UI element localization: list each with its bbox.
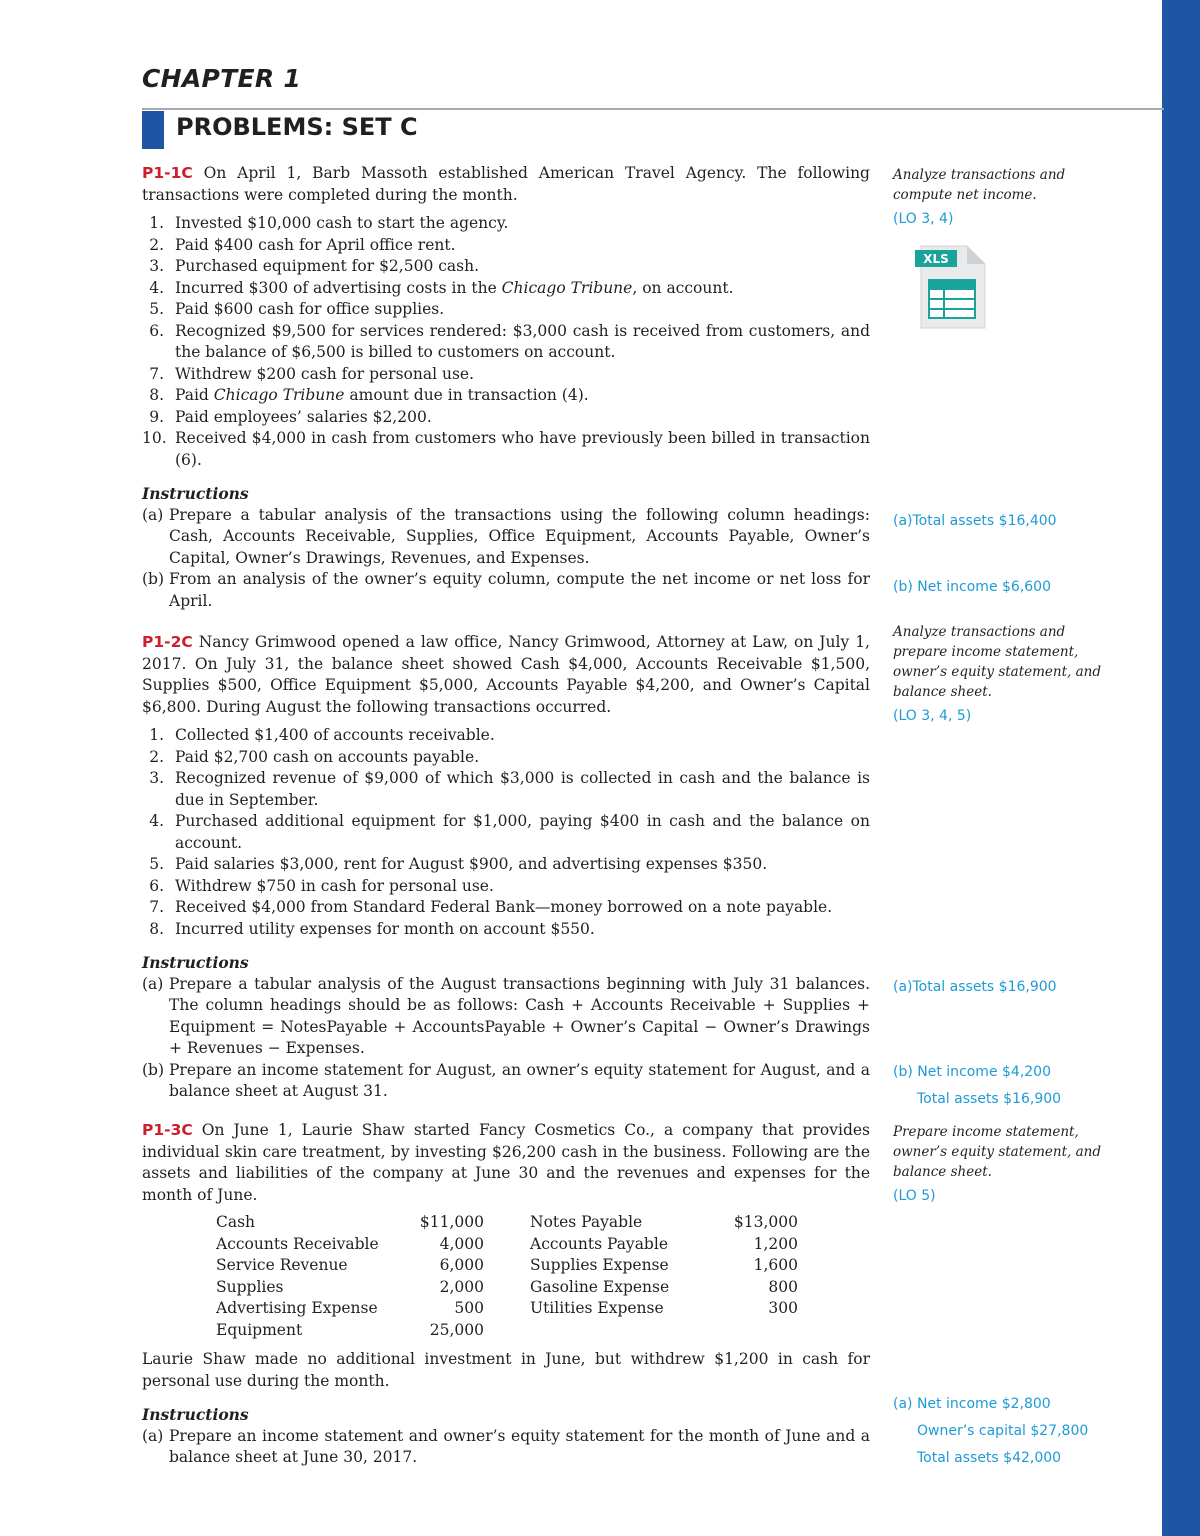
title-divider bbox=[142, 108, 1164, 110]
accounts-table bbox=[216, 1212, 798, 1341]
instructions-heading: Instructions bbox=[142, 484, 249, 503]
answer-p1-1c-a: (a)Total assets $16,400 bbox=[893, 513, 1057, 529]
instructions-list bbox=[142, 505, 870, 613]
list-item: 1. Invested $10,000 cash to start the agency. bbox=[149, 214, 509, 232]
list-item: 7. Withdrew $200 cash for personal use. bbox=[149, 364, 475, 383]
instructions-heading: Instructions bbox=[142, 953, 249, 972]
problem-intro-text: On April 1, Barb Massoth established American Travel Agency. The following transactions were completed during the month. bbox=[142, 164, 870, 204]
problem-intro-text: Nancy Grimwood opened a law office, Nancy Grimwood, Attorney at Law, on July 1, 2017. On July 31, the balance sheet showed Cash $4,000, Accounts Receivable $1,500, Supplies $500, Office Equipment $5,000, Accounts Payable $4,200, and Owner’s Capital $6,800. During August the following transactions occurred. bbox=[142, 633, 870, 716]
margin-description: Prepare income statement, owner’s equity statement, and balance sheet. bbox=[893, 1124, 1102, 1180]
answer-line: Owner’s capital $27,800 bbox=[917, 1423, 1089, 1439]
chapter-title: CHAPTER 1 bbox=[142, 64, 302, 93]
list-item: 1. Collected $1,400 of accounts receivable. bbox=[149, 726, 495, 744]
answer-line: Total assets $42,000 bbox=[917, 1450, 1062, 1466]
transaction-list bbox=[142, 725, 870, 940]
list-item: 2. Paid $400 cash for April office rent. bbox=[149, 235, 456, 254]
table-row: Equipment 25,000 bbox=[216, 1320, 484, 1339]
list-item: 6. Withdrew $750 in cash for personal use. bbox=[149, 876, 494, 895]
instruction-item: (a) Prepare a tabular analysis of the August transactions beginning with July 31 balances. The column headings should be as follows: Cash + Accounts Receivable + Supplies + Equipment = NotesPayable + AccountsPayable + Owner’s Capital − Owner’s Drawings + Revenues − Expenses. bbox=[142, 974, 870, 1057]
problem-id: P1-3C bbox=[142, 1121, 193, 1139]
list-item: 4. Purchased additional equipment for $1,000, paying $400 in cash and the balance on account. bbox=[149, 812, 870, 852]
answer-p1-3c-a bbox=[893, 1391, 1123, 1472]
margin-note-p1-3c bbox=[893, 1122, 1123, 1204]
page-edge-bar bbox=[1162, 0, 1200, 1536]
answer-line: (b) Net income $4,200 bbox=[893, 1064, 1051, 1080]
problem-intro bbox=[142, 1120, 870, 1206]
problem-intro-text: On June 1, Laurie Shaw started Fancy Cosmetics Co., a company that provides individual skin care treatment, by investing $26,200 cash in the business. Following are the assets and liabilities of the company at June 30 and the revenues and expenses for the month of June. bbox=[142, 1121, 870, 1204]
list-item: 8. Incurred utility expenses for month on account $550. bbox=[149, 919, 595, 938]
table-row: Accounts Receivable 4,000 Accounts Payable 1,200 bbox=[216, 1234, 798, 1253]
list-item: 4. Incurred $300 of advertising costs in the Chicago Tribune, on account. bbox=[149, 278, 734, 297]
table-row: Cash $11,000 Notes Payable $13,000 bbox=[216, 1213, 798, 1231]
list-item: 8. Paid Chicago Tribune amount due in transaction (4). bbox=[149, 386, 589, 404]
instructions-list bbox=[142, 974, 870, 1103]
section-marker bbox=[142, 111, 164, 149]
list-item: 10. Received $4,000 in cash from customers who have previously been billed in transaction (6). bbox=[142, 429, 870, 469]
margin-note-p1-2c bbox=[893, 622, 1123, 724]
xls-label: XLS bbox=[923, 252, 949, 266]
table-row: Service Revenue 6,000 Supplies Expense 1,600 bbox=[216, 1256, 798, 1274]
xls-spreadsheet-icon[interactable] bbox=[915, 244, 987, 330]
problem-p1-1c bbox=[142, 163, 870, 612]
instructions-list bbox=[142, 1426, 870, 1469]
problem-p1-2c bbox=[142, 632, 870, 1103]
list-item: 6. Recognized $9,500 for services rendered: $3,000 cash is received from customers, and the balance of $6,500 is billed to customers on account. bbox=[149, 321, 870, 361]
spreadsheet-grid bbox=[929, 280, 975, 318]
list-item: 3. Recognized revenue of $9,000 of which $3,000 is collected in cash and the balance is due in September. bbox=[149, 769, 870, 809]
newspaper-name: Chicago Tribune bbox=[501, 278, 633, 297]
learning-objective: (LO 5) bbox=[893, 1188, 936, 1204]
margin-description: Analyze transactions and prepare income statement, owner’s equity statement, and balance sheet. bbox=[893, 624, 1102, 700]
table-row: Advertising Expense 500 Utilities Expense 300 bbox=[216, 1299, 798, 1317]
learning-objective: (LO 3, 4) bbox=[893, 211, 954, 227]
instruction-item: (b) Prepare an income statement for August, an owner’s equity statement for August, and a balance sheet at August 31. bbox=[142, 1060, 870, 1100]
instruction-item: (b) From an analysis of the owner’s equity column, compute the net income or net loss for April. bbox=[142, 570, 870, 610]
list-item: 3. Purchased equipment for $2,500 cash. bbox=[149, 257, 480, 275]
section-title: PROBLEMS: SET C bbox=[176, 113, 418, 141]
answer-p1-2c-b bbox=[893, 1059, 1123, 1113]
table-row: Supplies 2,000 Gasoline Expense 800 bbox=[216, 1277, 798, 1296]
problem-id: P1-2C bbox=[142, 633, 193, 651]
problem-p1-3c bbox=[142, 1120, 870, 1469]
problem-note: Laurie Shaw made no additional investment in June, but withdrew $1,200 in cash for personal use during the month. bbox=[142, 1350, 870, 1390]
answer-line: Total assets $16,900 bbox=[917, 1091, 1062, 1107]
answer-p1-2c-a: (a)Total assets $16,900 bbox=[893, 979, 1057, 995]
list-item: 5. Paid salaries $3,000, rent for August $900, and advertising expenses $350. bbox=[149, 855, 768, 873]
list-item: 2. Paid $2,700 cash on accounts payable. bbox=[149, 747, 480, 766]
instructions-heading: Instructions bbox=[142, 1405, 249, 1424]
instruction-item: (a) Prepare a tabular analysis of the transactions using the following column headings: Cash, Accounts Receivable, Supplies, Office Equipment, Accounts Payable, Owner’s Capital, Owner’s Drawings, Revenues, and Expenses. bbox=[142, 505, 870, 567]
learning-objective: (LO 3, 4, 5) bbox=[893, 708, 972, 724]
problem-intro bbox=[142, 163, 870, 206]
problem-intro bbox=[142, 632, 870, 718]
list-item: 7. Received $4,000 from Standard Federal Bank—money borrowed on a note payable. bbox=[149, 898, 833, 916]
list-item: 5. Paid $600 cash for office supplies. bbox=[149, 300, 445, 318]
answer-line: (a) Net income $2,800 bbox=[893, 1396, 1051, 1412]
margin-note-p1-1c bbox=[893, 165, 1123, 227]
answer-p1-1c-b: (b) Net income $6,600 bbox=[893, 579, 1051, 595]
newspaper-name: Chicago Tribune bbox=[213, 386, 345, 404]
transaction-list bbox=[142, 213, 870, 471]
margin-description: Analyze transactions and compute net income. bbox=[893, 167, 1066, 203]
problem-id: P1-1C bbox=[142, 164, 193, 182]
list-item: 9. Paid employees’ salaries $2,200. bbox=[149, 407, 432, 426]
instruction-item: (a) Prepare an income statement and owner’s equity statement for the month of June and a balance sheet at June 30, 2017. bbox=[142, 1426, 870, 1466]
